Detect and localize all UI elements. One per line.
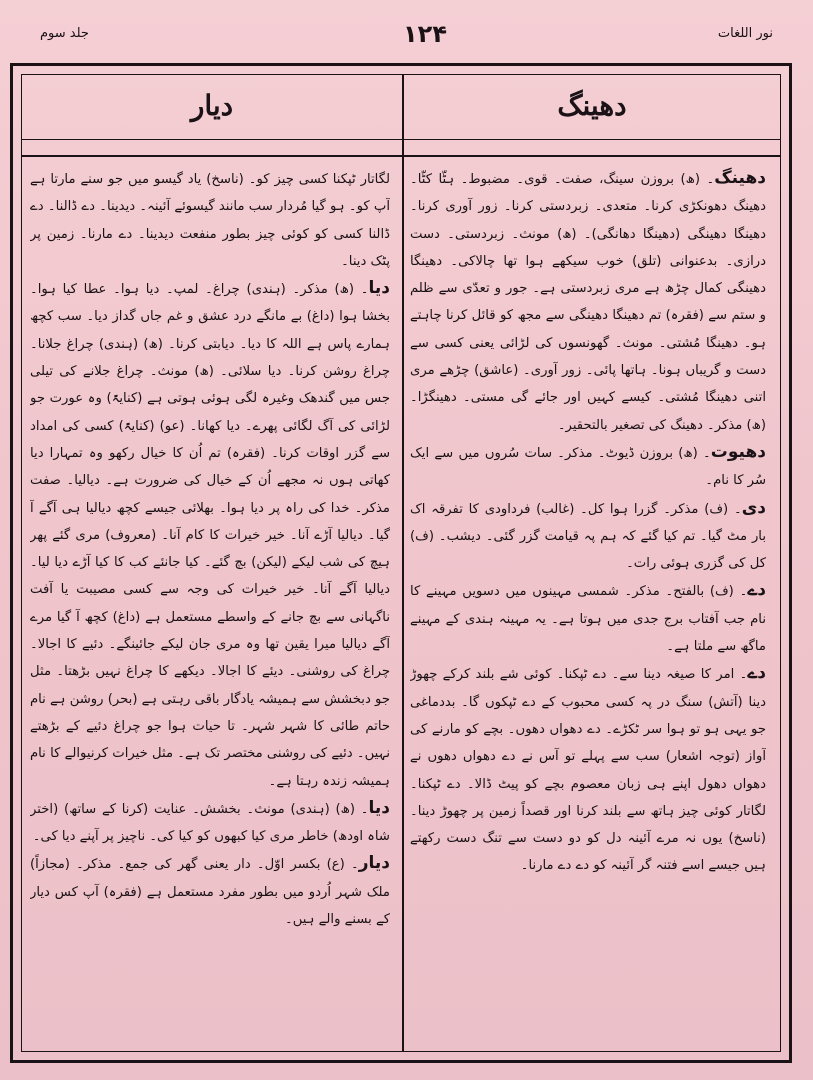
entry [410, 660, 766, 879]
entry [30, 165, 390, 275]
entry-text: لگاتار ٹپکنا کسی چیز کو۔ (ناسخ) یاد گیسو میں جو سنے مارتا ہے آپ کو۔ ہو گیا مُردار سب مانند گیسوئے آئینہ۔ دیدینا۔ دے ڈالنا۔ دے ڈالنا کسی کو کوئی چیز بطور منفعت دیدینا۔ دے مارنا۔ زمین پر پٹک دینا۔ [30, 172, 390, 269]
entry-text: ۔ (ھ) بروزن ڈیوٹ۔ مذکر۔ سات سُروں میں سے ایک سُر کا نام۔ [410, 445, 766, 489]
entry-text: ۔ (ف) بالفتح۔ مذکر۔ شمسی مہینوں میں دسویں مہینے کا نام جب آفتاب برج جدی میں ہوتا ہے۔ یہ مہینہ ہندی کے مہینے ماگھ سے ملتا ہے۔ [410, 584, 766, 655]
entry-lemma: دی [741, 497, 766, 518]
entry [410, 439, 766, 495]
entry [410, 495, 766, 578]
entry-lemma: دھیوت [710, 441, 766, 462]
entry-text: ۔ (ھ) مذکر۔ (ہندی) چراغ۔ لمپ۔ دیا ہوا۔ عطا کیا ہوا۔ بخشا ہوا (داغ) بے مانگے درد عشق و غم جاں گداز دیا۔ سب کچھ ہمارے پاس ہے اللہ کا دیا۔ دیابتی کرنا۔ (ھ) (ہندی) چراغ جلانا۔ چراغ روشن کرنا۔ دیا سلائی۔ (ھ) مونث۔ چراغ جلانے کی تیلی جس میں گندھک وغیرہ لگی ہوئی ہوتی ہے (کنایۃً) وہ عورت جو لڑائی کی آگ لگائی پھرے۔ دیا کھانا۔ (عو) (کنایۃً) کسی کی امداد سے گزر اوقات کرنا۔ (فقرہ) تم اُن کا خیال رکھو وہ تمہارا دیا کھاتی ہوں نہ مجھے اُن کے خیال کی ضرورت ہے۔ دیالیا۔ صفت مذکر۔ خدا کی راہ پر دیا ہوا۔ بھلائی جیسے کچھ دیالیا ہی آگے آ گیا۔ دیالیا آڑے آنا۔ خیر خیرات کا کام آنا۔ (معروف) مری گئے پھر ہیچ کی شب لیکے (لیکن) بچ گئے۔ کیا جانئے کب کا کیا آڑے دیا لیا۔ دیالیا آگے آنا۔ خیر خیرات کی وجہ سے کسی مصیبت یا آفت ناگہانی سے بچ جانے کے واسطے مستعمل ہے (داغ) کچھ آ گیا مرے آگے دیالیا میرا یقین تھا وہ مری جان لیکے جائینگے۔ دئیے کا اجالا۔ چراغ کی روشنی۔ دیئے کا اجالا۔ دیکھے کا چراغ نہیں بڑھتا۔ مثل جو دبخشش سے ہمیشہ یادگار باقی رہتی ہے (بحر) روشن ہے نام حاتم طائی کا شہر شہر۔ تا حیات ہوا جو چراغ دئیے کے بڑھتے نہیں۔ دئیے کی روشنی مختصر تک ہے۔ مثل خیرات کرنیوالے کا نام ہمیشہ زندہ رہتا ہے۔ [30, 282, 390, 789]
page-frame-inner [21, 74, 781, 1052]
entry [30, 795, 390, 851]
entry [30, 850, 390, 933]
entry [410, 165, 766, 439]
entry-lemma: دیار [358, 853, 390, 874]
entry-lemma: دیا [368, 278, 390, 299]
entry [30, 275, 390, 795]
entry [410, 577, 766, 660]
volume-label: جلد سوم [40, 26, 89, 41]
right-column [410, 165, 766, 1043]
headword-left: دیار [190, 89, 234, 122]
entry-lemma: دے [747, 663, 766, 684]
entry-text: ۔ (ھ) بروزن سینگ، صفت۔ قوی۔ مضبوط۔ ہٹّا کٹّا۔ دھینگ دھونکڑی کرنا۔ متعدی۔ زبردستی کرنا۔ زور آوری کرنا۔ دھینگا دھینگی (دھینگا دھانگی)۔ (ھ) مونث۔ زبردستی۔ دست درازی۔ بدعنوانی (تلق) خوب سیکھے ہوا تھا چالاکی۔ دھینگا دھینگی کمال چڑھ ہے مری زبردستی ہے۔ جور و تعدّی سے ظلم و ستم سے (فقرہ) تم دھینگا دھینگی سے مجھ کو قائل کرنا چاہتے ہو۔ دھینگا مُشتی۔ مونث۔ گھونسوں کی لڑائی یعنی کسی سے دست و گریباں ہونا۔ ہاتھا پائی۔ زور آوری۔ (عاشق) چڑھے مری اتنی دھینگا مُشتی۔ کیسے کہیں اور جائے گی مستی۔ دھینگڑا۔ (ھ) مذکر۔ دھینگ کی تصغیر بالتحقیر۔ [410, 172, 766, 433]
entry-lemma: دے [747, 580, 766, 601]
entry-text: ۔ (ھ) (ہندی) مونث۔ بخشش۔ عنایت (کرنا کے ساتھ) (اختر شاہ اودھ) خاطر مری کیا کبھوں کو کیا کی۔ ناچیز پر آپنے دیا کی۔ [30, 801, 390, 845]
book-title: نور اللغات [717, 26, 773, 41]
entry-text: ۔ (ف) مذکر۔ گزرا ہوا کل۔ (غالب) فرداودی کا تفرقہ اک بار مٹ گیا۔ تم کیا گئے کہ ہم پہ قیامت گزر گئی۔ دیشب۔ (ف) کل کی گزری ہوئی رات۔ [410, 501, 766, 572]
page-number: ۱۲۴ [403, 20, 447, 48]
entry-lemma: دیا [368, 797, 390, 818]
column-divider [402, 75, 404, 1051]
entry-lemma: دھینگ [714, 168, 766, 188]
page-frame [10, 63, 792, 1063]
running-head [40, 20, 773, 66]
left-column [30, 165, 390, 1043]
entry-text: ۔ (ع) بکسر اوّل۔ دار یعنی گھر کی جمع۔ مذکر۔ (مجازاً) ملک شہر اُردو میں بطور مفرد مستعمل ہے (فقرہ) آپ کس دیار کے بسنے والے ہیں۔ [30, 857, 390, 928]
headword-band [22, 75, 780, 157]
entry-text: ۔ امر کا صیغہ دینا سے۔ دے ٹپکنا۔ کوئی شے بلند کرکے چھوڑ دینا (آتش) سنگ در پہ کسی محبوب کے دے ٹپکوں گا۔ بددماغی جو یہی ہو تو ہوا سر ٹکڑے۔ دے دھواں دھوں۔ بچے کو مارنے کی آواز (توجہ اشعار) سب سے پہلے تو آس نے دے دھواں دھوں نے دھواں دھول اپنے ہی زبان معصوم بچے کو پیٹ ڈالا۔ دے ٹپکنا۔ لگاتار کوئی چیز ہاتھ سے بلند کرنا اور قصداً زمین پر چھوڑ دینا۔ (ناسخ) یوں نہ مرے آئینہ دل کو دو دست سے تنگ دست رکھتے ہیں جیسے اسے فتنہ گر آئینہ کو دے دے مارنا۔ [410, 667, 766, 874]
headword-right: دھینگ [557, 89, 627, 122]
